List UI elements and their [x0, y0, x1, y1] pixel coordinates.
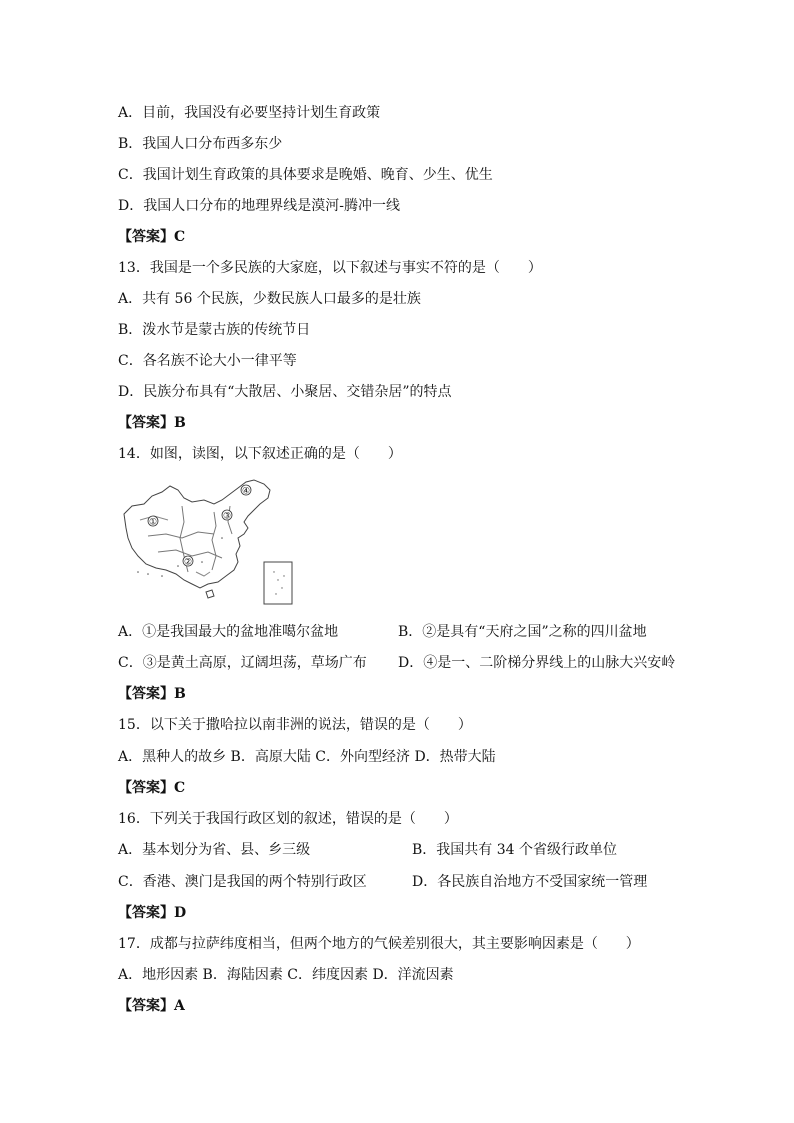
q15-stem: 15．以下关于撒哈拉以南非洲的说法，错误的是（ ） [118, 717, 472, 733]
q12-option-b: B．我国人口分布西多东少 [118, 136, 283, 152]
q13-answer: 【答案】B [118, 415, 186, 431]
q16-option-a: A．基本划分为省、县、乡三级 [118, 842, 311, 858]
q14-option-d: D．④是一、二阶梯分界线上的山脉大兴安岭 [398, 655, 676, 671]
q13-option-b: B．泼水节是蒙古族的传统节日 [118, 322, 311, 338]
map-marker-1: ① [148, 517, 158, 528]
q13-option-a: A．共有 56 个民族，少数民族人口最多的是壮族 [118, 291, 421, 307]
q14-answer: 【答案】B [118, 686, 186, 702]
q16-answer: 【答案】D [118, 905, 187, 921]
q13-stem: 13．我国是一个多民族的大家庭，以下叙述与事实不符的是（ ） [118, 260, 542, 276]
q14-option-b: B．②是具有“天府之国”之称的四川盆地 [398, 624, 647, 640]
map-marker-3: ③ [222, 511, 232, 522]
q12-option-d: D．我国人口分布的地理界线是漠河-腾冲一线 [118, 198, 400, 214]
q16-stem: 16．下列关于我国行政区划的叙述，错误的是（ ） [118, 811, 458, 827]
q17-options: A．地形因素 B．海陆因素 C．纬度因素 D．洋流因素 [118, 967, 454, 983]
q16-option-b: B．我国共有 34 个省级行政单位 [412, 842, 618, 858]
map-marker-4: ④ [241, 486, 251, 497]
south-china-sea-inset [264, 562, 292, 604]
q17-answer: 【答案】A [118, 998, 185, 1014]
q14-stem: 14．如图，读图，以下叙述正确的是（ ） [118, 446, 402, 462]
q16-option-c: C．香港、澳门是我国的两个特别行政区 [118, 874, 367, 890]
q12-option-a: A．目前，我国没有必要坚持计划生育政策 [118, 105, 381, 121]
q13-option-d: D．民族分布具有“大散居、小聚居、交错杂居”的特点 [118, 384, 452, 400]
q14-option-a: A．①是我国最大的盆地准噶尔盆地 [118, 624, 339, 640]
q13-option-c: C．各名族不论大小一律平等 [118, 353, 297, 369]
map-marker-2: ② [183, 557, 193, 568]
q12-answer: 【答案】C [118, 229, 186, 245]
q16-option-d: D．各民族自治地方不受国家统一管理 [412, 874, 648, 890]
q14-option-c: C．③是黄土高原，辽阔坦荡，草场广布 [118, 655, 367, 671]
q15-options: A．黑种人的故乡 B．高原大陆 C．外向型经济 D．热带大陆 [118, 749, 496, 765]
china-map-figure [118, 476, 308, 614]
q12-option-c: C．我国计划生育政策的具体要求是晚婚、晚育、少生、优生 [118, 167, 493, 183]
q17-stem: 17．成都与拉萨纬度相当，但两个地方的气候差别很大，其主要影响因素是（ ） [118, 936, 640, 952]
q15-answer: 【答案】C [118, 780, 186, 796]
